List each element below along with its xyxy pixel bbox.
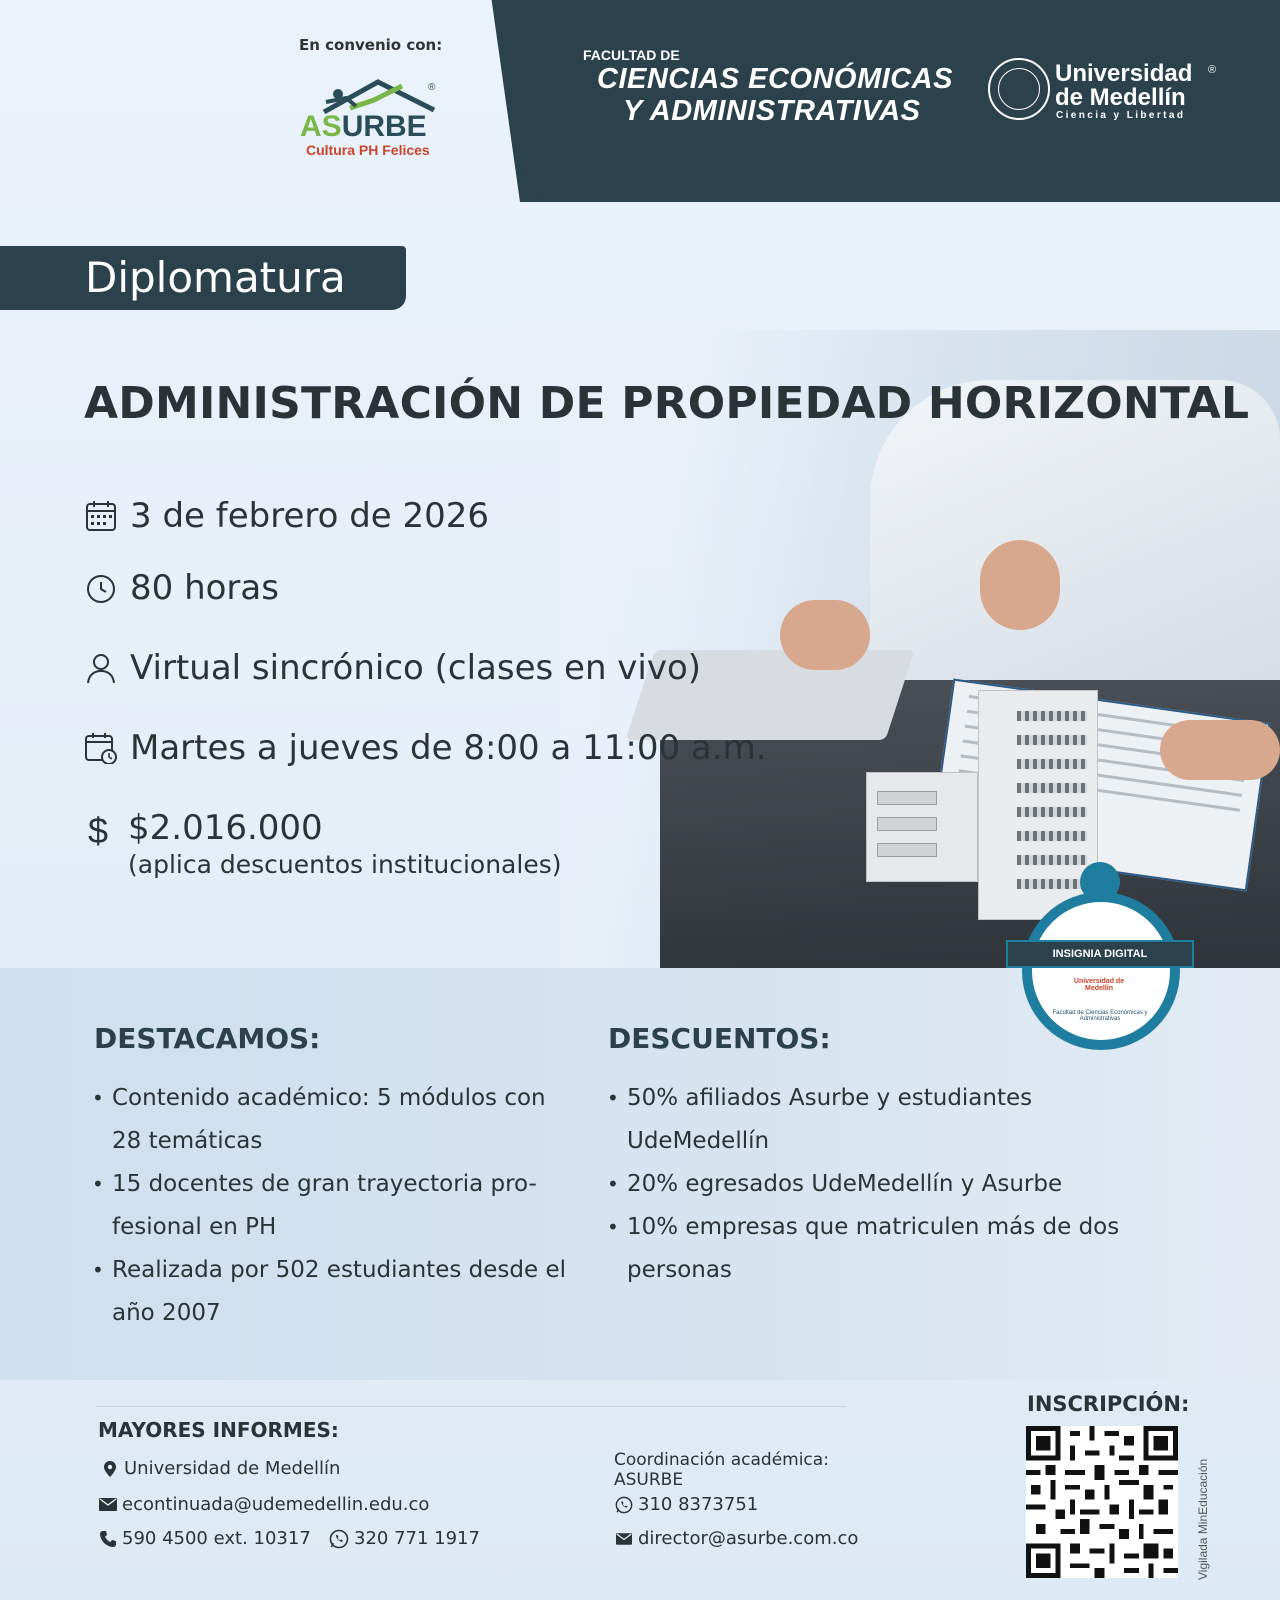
discount-item: • 10% empresas que matriculen más de dos personas <box>607 1206 1147 1292</box>
coordination-email-link[interactable]: director@asurbe.com.co <box>638 1528 859 1549</box>
inscripcion-label: INSCRIPCIÓN: <box>1027 1392 1190 1416</box>
asurbe-logo <box>296 72 446 164</box>
footer-title: MAYORES INFORMES: <box>98 1418 339 1442</box>
university-name-line2: de Medellín <box>1055 84 1186 111</box>
asurbe-wordmark: ASURBE <box>300 110 427 143</box>
convenio-label: En convenio con: <box>299 36 443 54</box>
footer-location <box>100 1458 340 1479</box>
info-modality <box>84 648 701 688</box>
coordination-email[interactable] <box>614 1528 858 1549</box>
coordination-phone[interactable]: 310 8373751 <box>638 1494 759 1515</box>
discounts-title: DESCUENTOS: <box>608 1022 831 1055</box>
footer-email[interactable] <box>98 1494 429 1515</box>
phone-icon <box>98 1530 118 1548</box>
highlights-list <box>92 1077 582 1335</box>
asurbe-reg-mark: ® <box>428 82 436 93</box>
whatsapp-text[interactable]: 320 771 1917 <box>354 1528 480 1549</box>
location-pin-icon <box>100 1460 120 1478</box>
program-type-tab <box>0 246 406 310</box>
calendar-clock-icon <box>84 731 118 765</box>
qr-code[interactable] <box>1026 1426 1178 1578</box>
university-name-line1: Universidad <box>1055 60 1193 87</box>
university-seal-icon <box>988 58 1050 120</box>
university-motto: Ciencia y Libertad <box>1056 110 1186 121</box>
coordination-label: Coordinación académica: <box>614 1450 829 1470</box>
hero-photo-hand-right <box>1160 720 1280 780</box>
coordination-org: ASURBE <box>614 1470 684 1490</box>
facultad-name-line1: CIENCIAS ECONÓMICAS <box>597 63 953 95</box>
mail-icon <box>614 1533 634 1545</box>
dollar-icon: $ <box>88 810 109 851</box>
highlights-title: DESTACAMOS: <box>94 1022 321 1055</box>
discounts-list <box>607 1077 1147 1292</box>
user-icon <box>84 651 118 685</box>
schedule: Martes a jueves de 8:00 a 11:00 a.m. <box>130 728 767 768</box>
hero-photo-hand-pen <box>980 540 1060 630</box>
phone-text[interactable]: 590 4500 ext. 10317 <box>122 1528 311 1549</box>
coordination-whatsapp[interactable] <box>614 1494 758 1515</box>
highlight-item: • Contenido académico: 5 módulos con 28 temáticas <box>92 1077 582 1163</box>
mail-icon <box>98 1498 118 1511</box>
discount-item: • 20% egresados UdeMedellín y Asurbe <box>607 1163 1147 1206</box>
price-note: (aplica descuentos institucionales) <box>128 850 562 879</box>
clock-icon <box>84 571 118 605</box>
duration: 80 horas <box>130 568 279 608</box>
badge-label: INSIGNIA DIGITAL <box>1052 948 1148 960</box>
info-schedule <box>84 728 767 768</box>
whatsapp-icon <box>328 1529 350 1549</box>
discount-item: • 50% afiliados Asurbe y estudiantes UdeMedellín <box>607 1077 1147 1163</box>
asurbe-tagline: Cultura PH Felices <box>306 142 430 158</box>
info-duration <box>84 568 279 608</box>
highlight-item: • 15 docentes de gran trayectoria pro-fesional en PH <box>92 1163 582 1249</box>
footer-whatsapp[interactable] <box>328 1528 480 1549</box>
program-type-label: Diplomatura <box>85 253 346 302</box>
building-model-small <box>866 772 978 882</box>
hero-photo-hand-left <box>780 600 870 670</box>
highlight-item: • Realizada por 502 estudiantes desde el año 2007 <box>92 1249 582 1335</box>
badge-university-name: Universidad de Medellín <box>1073 978 1125 992</box>
facultad-name-line2: Y ADMINISTRATIVAS <box>623 95 921 127</box>
vigilada-label: Vigilada MinEducación <box>1196 1458 1210 1580</box>
calendar-icon <box>84 499 118 533</box>
email-link[interactable]: econtinuada@udemedellin.edu.co <box>122 1494 430 1515</box>
modality: Virtual sincrónico (clases en vivo) <box>130 648 702 688</box>
whatsapp-icon <box>614 1496 634 1514</box>
info-price <box>128 808 323 848</box>
university-reg-mark: ® <box>1208 64 1217 76</box>
facultad-de-label: FACULTAD DE <box>583 47 680 63</box>
footer-divider <box>96 1406 846 1407</box>
location-text: Universidad de Medellín <box>124 1458 341 1479</box>
program-title: ADMINISTRACIÓN DE PROPIEDAD HORIZONTAL <box>84 378 1250 429</box>
badge-arc-text: Facultad de Ciencias Económicas y Administrativas <box>1052 1010 1148 1022</box>
info-start-date <box>84 496 489 536</box>
academic-coordination <box>614 1450 829 1490</box>
digital-badge <box>1022 892 1180 1050</box>
start-date: 3 de febrero de 2026 <box>130 496 490 536</box>
footer-phone[interactable] <box>98 1528 311 1549</box>
badge-ribbon <box>1006 940 1194 968</box>
price: $2.016.000 <box>128 808 323 848</box>
